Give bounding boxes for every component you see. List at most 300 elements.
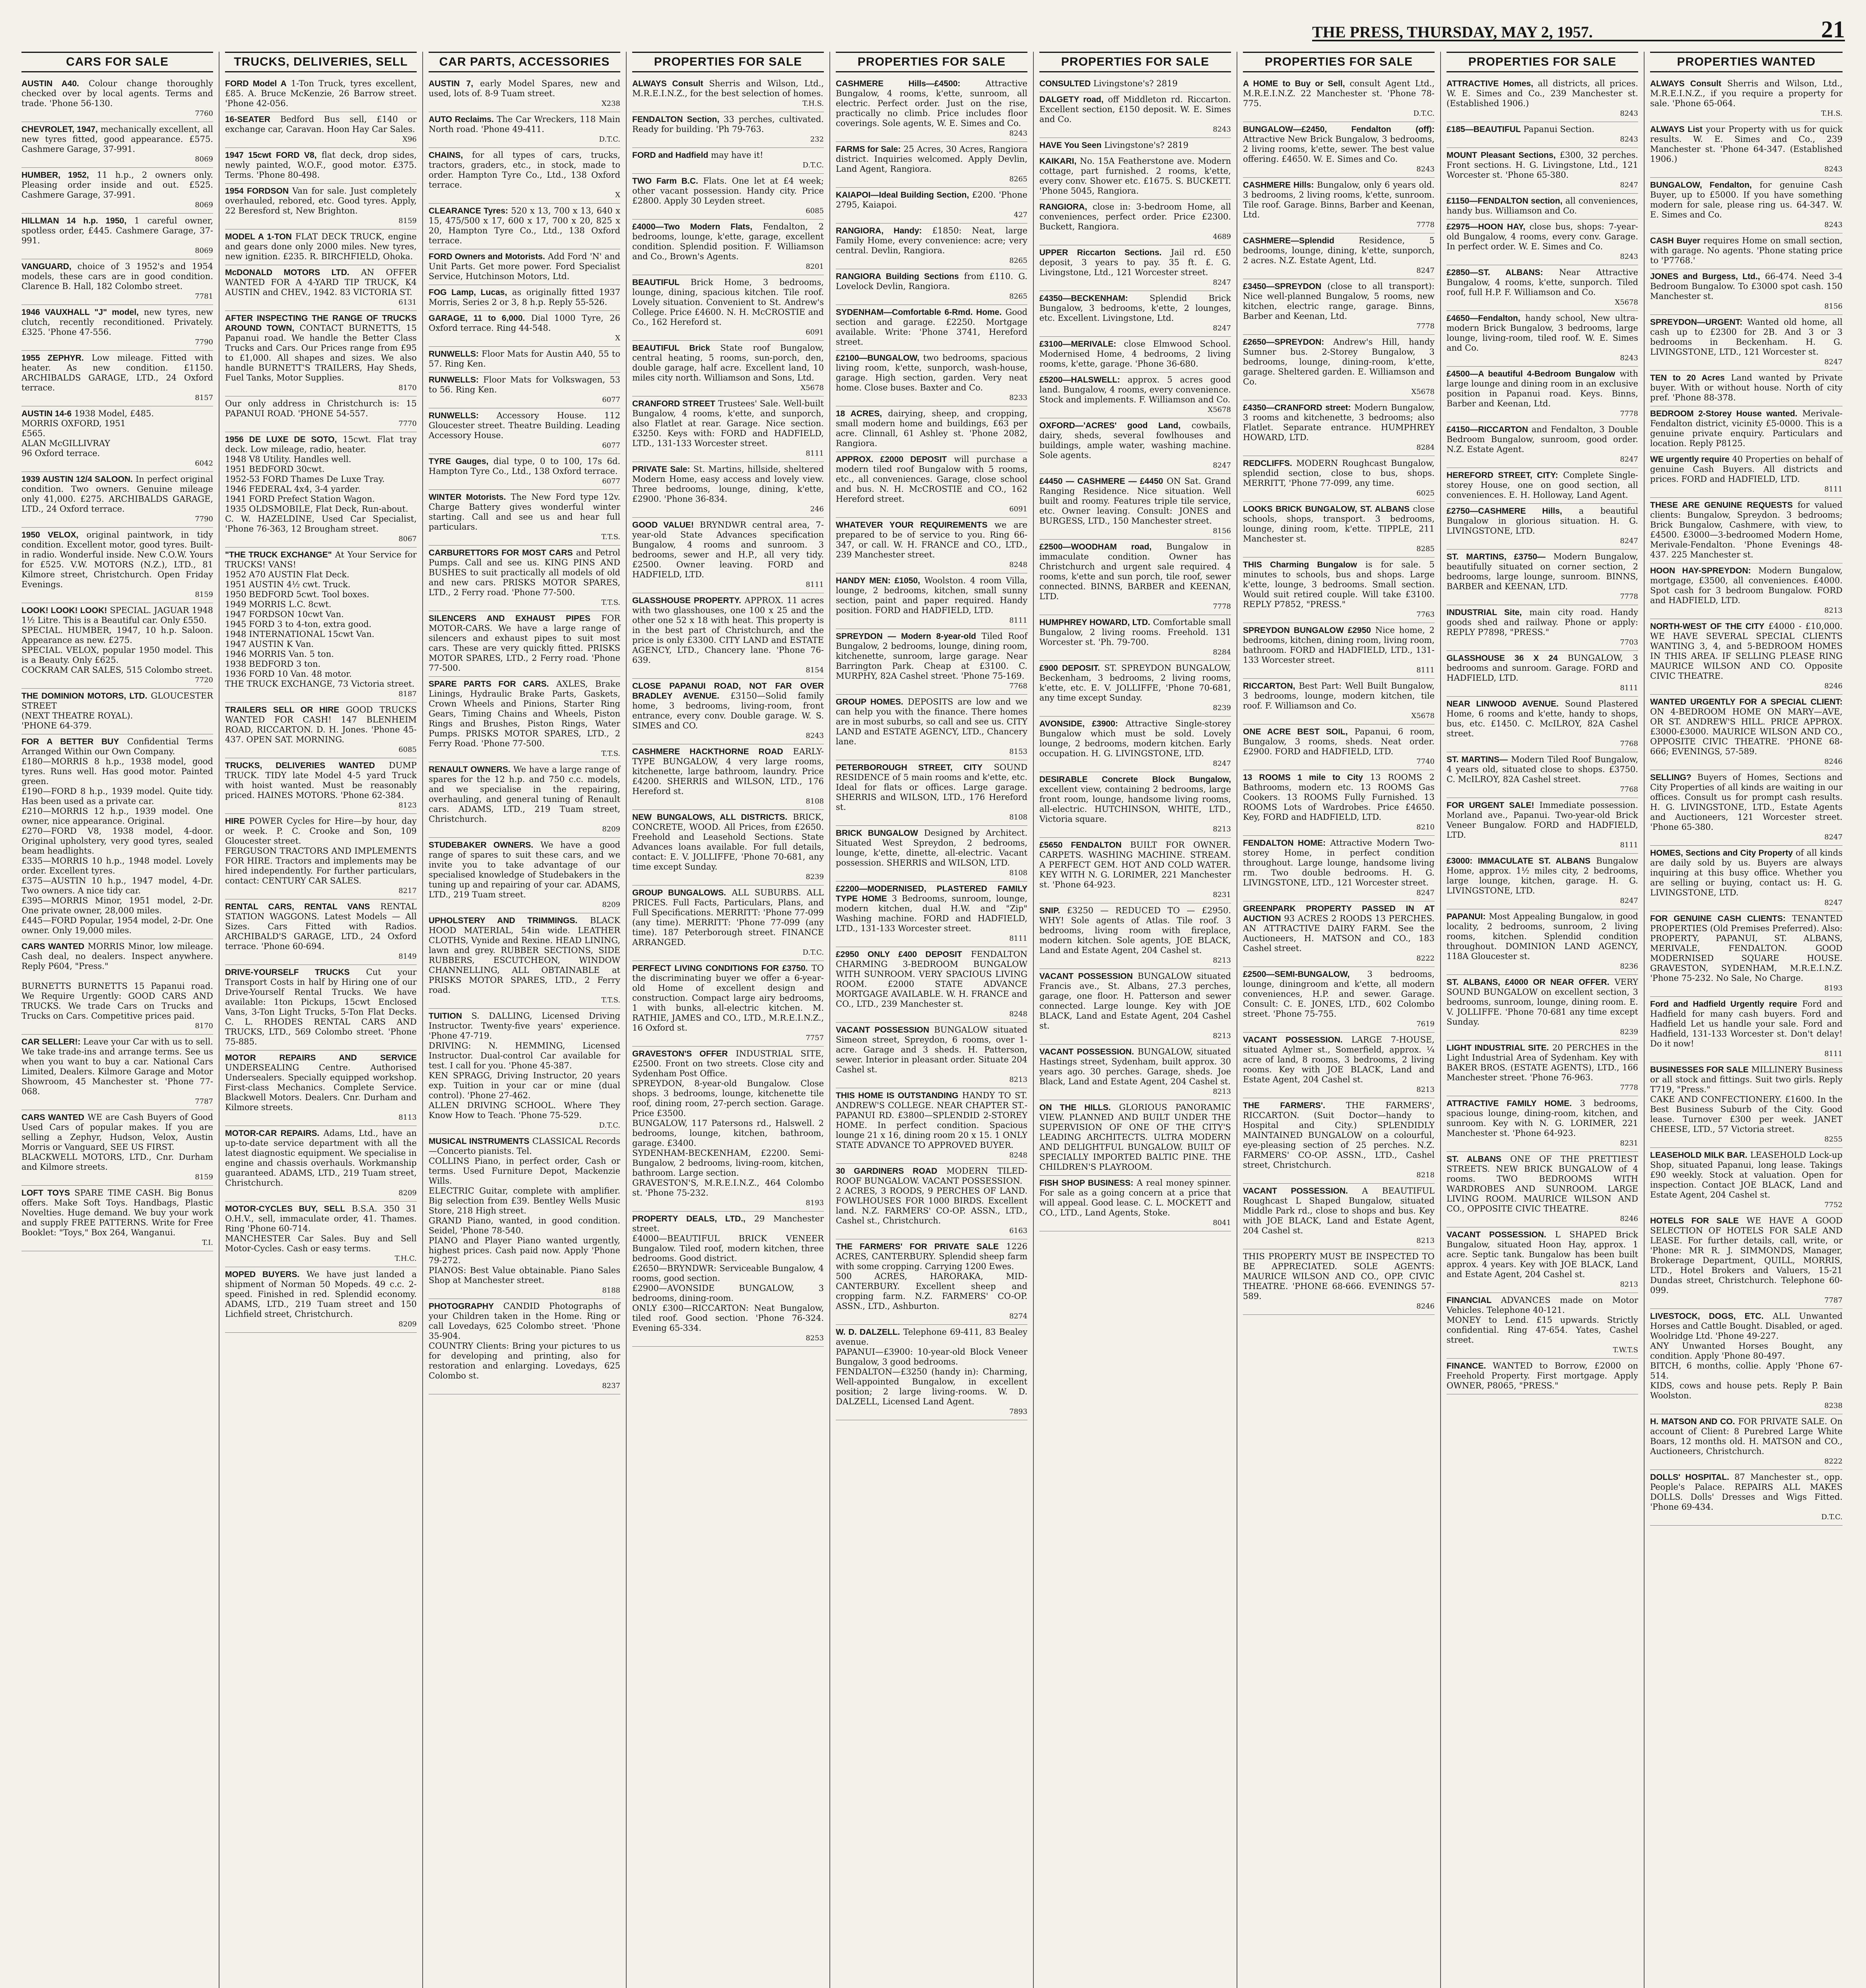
ad-title: CASHMERE Hills—£4500:: [836, 79, 961, 88]
ad-title: FINANCE.: [1447, 1361, 1486, 1371]
ad-reference-code: 8247: [1213, 324, 1231, 332]
ad-reference-code: 7778: [1620, 410, 1638, 418]
ad-title: TRAILERS SELL OR HIRE: [225, 705, 340, 714]
classified-ad: [1039, 1044, 1231, 1100]
classified-ad: [1447, 148, 1638, 194]
ad-reference-code: 6091: [1009, 505, 1027, 513]
ad-body: Attractive New Brick Bungalow, 3 bedrooms, 2 living rooms, k'ette, sewer. The best value offering. £4650. W. E. Simes and Co.: [1243, 134, 1435, 164]
ad-body: ON 4-BEDROOM HOME ON MARY—AVE, OR ST. ANDREW'S HILL. PRICE APPROX. £3000-£3000. MAURICE WILSON AND CO., OPPOSITE CIVIC THEATRE. 'PHONE 68-666; EVENINGS, 57-589.: [1650, 707, 1843, 756]
ad-body: GLORIOUS PANORAMIC VIEW. PLANNED AND BUILT UNDER THE SUPERVISION OF ONE OF THE CITY'S LEADING ARCHITECTS. ULTRA MODERN AND DELIGHTFUL BUNGALOW. BUILT OF SPECIALLY IMPORTED BALTIC PINE. THE CHILDREN'S PLAYROOM.: [1039, 1103, 1231, 1172]
ad-body: Livingstone's? 2819: [1093, 79, 1178, 88]
ad-reference-code: 7790: [195, 515, 213, 523]
classified-ad: [225, 112, 417, 148]
ad-body: Splendid Brick Bungalow, 3 bedrooms, k'ette, 2 lounges, etc. Excellent. Livingstone, Ltd.: [1039, 293, 1231, 323]
ad-reference-code: 8231: [1213, 891, 1231, 899]
ad-title: INDUSTRIAL Site,: [1447, 608, 1522, 617]
ad-reference-code: 8239: [1213, 704, 1231, 712]
classified-ad: [1447, 854, 1638, 909]
ad-title: VACANT POSSESSION: [836, 1025, 930, 1035]
classified-ad: [225, 547, 417, 703]
ad-title: Ford and Hadfield Urgently require: [1650, 1000, 1797, 1009]
masthead: [1312, 16, 1845, 41]
ad-body: Modern Tiled Roof Bungalow, 4 years old, situated close to shops. £3750. C. McILROY, 82A Cashel street.: [1447, 755, 1638, 784]
classified-ad: [1447, 265, 1638, 311]
ad-title: DRIVE-YOURSELF TRUCKS: [225, 968, 350, 977]
column-heading: PROPERTIES FOR SALE: [632, 52, 824, 72]
ad-reference-code: T.T.S.: [601, 598, 620, 607]
ad-title: HAVE You Seen: [1039, 141, 1102, 150]
ad-reference-code: 8213: [1009, 1076, 1027, 1084]
ad-reference-code: 8246: [1824, 682, 1843, 690]
ad-title: FOR A BETTER BUY: [21, 737, 119, 746]
ad-reference-code: 8243: [806, 732, 824, 740]
ad-body: TO the discriminating buyer we offer a 6-year-old Home of excellent design and construction. Compact large airy bedrooms, 1 with bunks, all-electric kitchen. M. RATHIE, JAMES and CO., LTD., M.R.E.I.N.Z., 16 Oxford st.: [632, 963, 824, 1033]
ad-title: £4500—A beautiful 4-Bedroom Bungalow: [1447, 369, 1615, 379]
ad-body: 29 Manchester street. £4000—BEAUTIFUL BRICK VENEER Bungalow. Tiled roof, modern kitchen, three bedrooms. Good district. £2650—BRYNDWR: Serviceable Bungalow, 4 rooms, good section. £2900—AVONSIDE BUNGALOW, 3 bedrooms, dining-room. ONLY £300—RICCARTON: Neat Bungalow, tiled roof. Good section. 'Phone 76-324. Evening 65-334.: [632, 1214, 824, 1333]
classified-ad: [836, 1023, 1027, 1088]
ad-reference-code: 8284: [1416, 443, 1435, 452]
ad-body: £3150—Solid family home, 3 bedrooms, living-room, front entrance, every conv. Double garage. W. S. SIMES and CO.: [632, 691, 824, 730]
ad-reference-code: 8153: [1009, 747, 1027, 756]
classified-ad: [632, 961, 824, 1046]
classified-ad: [836, 947, 1027, 1023]
ad-reference-code: 4689: [1213, 233, 1231, 241]
ad-title: SYDENHAM—Comfortable 6-Rmd. Home.: [836, 308, 1002, 317]
classified-ad: [1650, 269, 1843, 315]
ad-title: £3000: IMMACULATE ST. ALBANS: [1447, 856, 1591, 866]
ad-reference-code: 6085: [806, 207, 824, 215]
ad-reference-code: T.T.S.: [601, 533, 620, 541]
classified-ad: [1243, 279, 1435, 335]
ad-title: CAR SELLER!:: [21, 1037, 81, 1046]
ad-body: £300, 32 perches. Front sections. H. G. Livingstone, Ltd., 121 Worcester st. 'Phone 65-380.: [1447, 150, 1638, 180]
classified-ad: [225, 265, 417, 311]
ad-title: WANTED URGENTLY FOR A SPECIAL CLIENT:: [1650, 697, 1843, 707]
ad-body: £1850: Neat, large Family Home, every convenience: acre; very central. Devlin, Rangiora.: [836, 226, 1027, 255]
ad-body: 3 bedrooms, spacious lounge, dining-room, kitchen, and sunroom. Key with N. G. LORIMER, 221 Manchester st. 'Phone 64-923.: [1447, 1099, 1638, 1138]
classified-ad: [1243, 76, 1435, 122]
ad-body: Good section and garage. £2250. Mortgage available. Write: 'Phone 3741, Hereford street.: [836, 307, 1027, 347]
classified-ad: [836, 269, 1027, 305]
classified-ad: [225, 184, 417, 229]
ad-body: VERY SOUND BUNGALOW on excellent section, 3 bedrooms, sunroom, lounge, dining room. E. V. JOLLIFFE. 'Phone 70-681 any time except Sunday.: [1447, 977, 1638, 1027]
ad-reference-code: 6091: [806, 328, 824, 336]
ad-title: CLEARANCE Tyres:: [429, 206, 508, 215]
classified-ad: [1243, 679, 1435, 724]
ad-reference-code: 8265: [1009, 256, 1027, 265]
ad-body: ALL Unwanted Horses and Cattle Bought. Disabled, or aged. Woolridge Ltd. 'Phone 49-227. ANY Unwanted Horses Bought, any condition. Apply 'Phone 80-497. BITCH, 6 months, collie. Apply 'Phone 67-514. KIDS, cows and house pets. Reply P. Bain Woolston.: [1650, 1311, 1843, 1400]
classified-ad: [429, 249, 620, 285]
classified-ad: [836, 629, 1027, 695]
ad-title: £185—BEAUTIFUL: [1447, 125, 1521, 134]
ad-body: HANDY TO ST. ANDREW'S COLLEGE. NEAR CHAPTER ST.-PAPANUI RD. £3800—SPLENDID 2-STOREY HOME. In perfect condition. Spacious lounge 21 x 16, dining room 20 x 15. 1 ONLY STATE ADVANCE TO APPROVED BUYER.: [836, 1091, 1027, 1150]
ad-body: of all kinds are daily sold by us. Buyers are always inquiring at this busy office. Whether you are selling or buying, contact us: H. G. LIVINGSTONE, LTD.: [1650, 848, 1843, 897]
ad-body: main city road. Handy goods shed and railway. Phone or apply: REPLY P7898, "PRESS.": [1447, 608, 1638, 637]
classified-ad: [21, 528, 213, 603]
ad-title: SPREYDON — Modern 8-year-old: [836, 632, 976, 641]
ad-body: Residence, 5 bedrooms, lounge, dining, k'ette, sunporch, 2 acres. N.Z. Estate Agent, Ltd.: [1243, 236, 1435, 265]
classified-ad: [1243, 967, 1435, 1033]
ad-body: Fendalton, 2 bedrooms, lounge, k'ette, garage, excellent condition. Splendid position. F. Williamson and Co., Brown's Agents.: [632, 222, 824, 261]
ad-reference-code: 7787: [1824, 1296, 1843, 1305]
classified-ad: [836, 760, 1027, 826]
ad-reference-code: 8243: [1009, 129, 1027, 138]
ad-reference-code: 8108: [1009, 813, 1027, 821]
ad-reference-code: 8243: [1620, 135, 1638, 144]
classified-ad: [836, 1239, 1027, 1325]
column-heading: PROPERTIES WANTED: [1650, 52, 1843, 72]
ad-title: AFTER INSPECTING THE RANGE OF TRUCKS AROUND TOWN,: [225, 314, 417, 333]
classified-ad: [225, 899, 417, 965]
ad-reference-code: X5678: [800, 384, 824, 392]
ad-body: mechanically excellent, all new tyres fitted, good appearance. £575. Cashmere Garage, 37-991.: [21, 124, 213, 154]
ad-title: CARS WANTED: [21, 942, 85, 951]
ad-title: £2650—SPREYDON:: [1243, 338, 1324, 347]
ad-title: HUMPHREY HOWARD, LTD.: [1039, 618, 1150, 627]
classified-ad: [836, 452, 1027, 518]
ad-body: close Elmwood School. Modernised Home, 4 bedrooms, 2 living rooms, k'ette, garage. 'Phone 36-680.: [1039, 339, 1231, 369]
classified-ad: [1650, 1414, 1843, 1470]
ad-title: LEASEHOLD MILK BAR.: [1650, 1151, 1748, 1160]
classified-ad: [1447, 1293, 1638, 1359]
ad-reference-code: 8222: [1824, 1457, 1843, 1466]
ad-title: FORD and Hadfield: [632, 151, 709, 160]
classified-column-2: [219, 52, 423, 1988]
ad-body: A BEAUTIFUL Roughcast L Shaped Bungalow, situated Middle Park rd., close to shops and bus. Key with JOE BLACK, Land and Estate Agent, 204 Cashel st.: [1243, 1186, 1435, 1235]
ad-reference-code: 8247: [1620, 897, 1638, 905]
ad-reference-code: 8237: [602, 1382, 620, 1390]
ad-title: ST. MARTINS, £3750—: [1447, 552, 1546, 561]
ad-body: will purchase a modern tiled roof Bungalow with 5 rooms, etc., all conveniences. Garage, close school and bus. N. H. McCROSTIE and CO., 162 Hereford street.: [836, 454, 1027, 504]
classified-ad: [1447, 422, 1638, 468]
classified-ad: [1447, 909, 1638, 975]
ad-reference-code: 8247: [1824, 899, 1843, 907]
ad-reference-code: 8069: [195, 247, 213, 255]
ad-body: THIS PROPERTY MUST BE INSPECTED TO BE APPRECIATED. SOLE AGENTS: MAURICE WILSON AND CO., OPP. CIVIC THEATRE. 'PHONE 68-666. EVENINGS 57-589.: [1243, 1252, 1435, 1301]
ad-title: NEW BUNGALOWS, ALL DISTRICTS.: [632, 813, 788, 822]
ad-title: HEREFORD STREET, CITY:: [1447, 471, 1558, 480]
ad-body: Bungalow in immaculate condition. Owner has Christchurch and urgent sale required. 4 rooms, k'ette and sun porch, tile roof, sewer connected. BINNS, BARBER and KEENAN, LTD.: [1039, 542, 1231, 601]
ad-title: GLASSHOUSE PROPERTY.: [632, 596, 741, 605]
ad-body: £4000 - £10,000. WE HAVE SEVERAL SPECIAL CLIENTS WANTING 3, 4, and 5-BEDROOM HOMES IN THIS AREA. IF SELLING PLEASE RING MAURICE WILSON AND CO. Opposite CIVIC THEATRE.: [1650, 621, 1843, 681]
ad-reference-code: 8069: [195, 155, 213, 163]
ad-title: £5200—HALSWELL:: [1039, 375, 1120, 384]
ad-reference-code: 8248: [1009, 1010, 1027, 1018]
ad-title: BEAUTIFUL: [632, 278, 680, 287]
ad-reference-code: 8247: [1213, 759, 1231, 768]
classified-ad: [225, 1202, 417, 1267]
ad-reference-code: 8247: [1620, 537, 1638, 545]
ad-title: VACANT POSSESSION: [1039, 972, 1133, 981]
ad-body: We have just landed a shipment of Norman 50 Mopeds. 49 c.c. 2-speed. Finished in red. Splendid economy. ADAMS, LTD., 219 Tuam street and 150 Lichfield street, Christchurch.: [225, 1270, 417, 1319]
classified-ad: [1243, 1033, 1435, 1098]
ad-body: GOOD TRUCKS WANTED FOR CASH! 147 BLENHEIM ROAD, RICCARTON. D. H. Jones. 'Phone 45-437. OPEN SAT. MORNING.: [225, 705, 417, 744]
classified-ad: [21, 1110, 213, 1186]
page-number: 21: [1821, 16, 1845, 43]
classified-ad: [1039, 1100, 1231, 1176]
ad-title: £4450 — CASHMERE — £4450: [1039, 477, 1163, 486]
ad-body: may have it!: [711, 150, 763, 160]
ad-reference-code: 8209: [602, 901, 620, 909]
classified-ad: [632, 885, 824, 961]
classified-ad: [1650, 1062, 1843, 1148]
ad-title: VACANT POSSESSION.: [1243, 1186, 1348, 1196]
ad-title: £1150—FENDALTON section,: [1447, 196, 1563, 206]
classified-ad: [225, 965, 417, 1050]
classified-ad: [632, 593, 824, 679]
ad-title: CASHMERE Hills:: [1243, 181, 1314, 190]
ad-reference-code: X5678: [1411, 712, 1435, 720]
ad-body: SPECIAL. JAGUAR 1948 1½ Litre. This is a Beautiful car. Only £550. SPECIAL. HUMBER, 1947, 10 h.p. Saloon. Appearance as new. £275. SPECIAL. VELOX, popular 1950 model. This is a Beauty. Only £625. COCKRAM CAR SALES, 515 Colombo street.: [21, 606, 213, 675]
classified-column-9: [1645, 52, 1848, 1988]
ad-reference-code: D.T.C.: [599, 135, 620, 144]
ad-title: 1954 FORDSON: [225, 186, 289, 196]
ad-title: AUSTIN 7,: [429, 79, 474, 88]
classified-ad: [429, 311, 620, 347]
ad-title: £2950 ONLY £400 DEPOSIT: [836, 950, 962, 959]
classified-ad: [1039, 418, 1231, 474]
ad-title: £2200—MODERNISED, PLASTERED FAMILY TYPE HOME: [836, 884, 1027, 903]
classified-ad: [1243, 1098, 1435, 1184]
ad-title: SPREYDON BUNGALOW £2950: [1243, 626, 1371, 635]
ad-title: FOG Lamp, Lucas,: [429, 288, 507, 297]
ad-body: Floor Mats for Volkswagen, 53 to 56. Ring Ken.: [429, 375, 620, 394]
ad-reference-code: 8243: [1416, 165, 1435, 173]
ad-body: Papanui Section.: [1523, 124, 1595, 134]
ad-body: all conveniences, handy bus. Williamson and Co.: [1447, 196, 1638, 215]
ad-title: 1956 DE LUXE DE SOTO,: [225, 435, 337, 444]
column-heading: CARS FOR SALE: [21, 52, 213, 72]
ad-reference-code: 8159: [398, 217, 417, 225]
ad-reference-code: 8159: [195, 1173, 213, 1181]
ad-body: In perfect original condition. Two owners. Genuine mileage only 41,000. £275. ARCHIBALDS GARAGE, LTD., 24 Oxford terrace.: [21, 474, 213, 514]
ad-reference-code: T.W.T.S: [1613, 1346, 1638, 1354]
ad-body: cowbails, dairy, sheds, several fowlhouses and buildings, ample water, washing machine. Sole agents.: [1039, 421, 1231, 460]
ad-body: BLACK HOOD MATERIAL, 54in wide. LEATHER CLOTHS, Vynide and Rexine. HEAD LINING, lawn and grey. RUBBER SECTIONS, SIDE RUBBERS, ESCUTCHEON, WINDOW CHANNELLING, ALL OBTAINABLE at PRISKS MOTOR SPARES, LTD., 2 Ferry road.: [429, 916, 620, 995]
ad-reference-code: 8111: [1009, 616, 1027, 625]
classified-ad: [225, 229, 417, 265]
classified-ad: [1650, 371, 1843, 406]
ad-body: Merivale-Fendalton district, vicinity £5-0000. This is a genuine private enquiry. Particulars and location. Reply P8125.: [1650, 409, 1843, 448]
ad-title: PROPERTY DEALS, LTD.,: [632, 1214, 746, 1223]
ad-reference-code: D.T.C.: [1413, 109, 1435, 118]
classified-ad: [429, 762, 620, 838]
ad-reference-code: 7703: [1620, 638, 1638, 646]
classified-ad: [429, 1134, 620, 1299]
classified-ad: [836, 695, 1027, 760]
classified-ad: [429, 112, 620, 148]
ad-body: State roof Bungalow, central heating, 5 rooms, sun-porch, den, double garage, half acre. Excellent land, 10 miles city north. Williamson and Sons, Ltd.: [632, 343, 824, 382]
ad-body: 20 PERCHES in the Light Industrial Area of Sydenham. Key with BAKER BROS. (ESTATE AGENTS), LTD., 166 Manchester street. 'Phone 76-963.: [1447, 1043, 1639, 1082]
ad-reference-code: D.T.C.: [802, 948, 824, 957]
ad-body: all districts, all prices. W. E. Simes and Co., 239 Manchester st. (Established 1906.): [1447, 79, 1638, 108]
classified-ad: [836, 305, 1027, 351]
ad-title: FENDALTON Section,: [632, 115, 720, 124]
ad-title: APPROX. £2000 DEPOSIT: [836, 455, 947, 464]
ad-body: TENANTED PROPERTIES (Old Premises Preferred). Also: PROPERTY, PAPANUI, ST. ALBANS, MERIVALE, FENDALTON. GOOD MODERNISED SQUARE HOUSE. GRAVESTON, SYDENHAM, M.R.E.I.N.Z. 'Phone 75-232. No Sale, No Charge.: [1650, 914, 1843, 983]
ad-reference-code: 6077: [602, 396, 620, 404]
ad-title: STUDEBAKER OWNERS.: [429, 841, 534, 850]
ad-reference-code: 7893: [1009, 1408, 1027, 1416]
ad-body: Papanui, 6 room, Bungalow, 3 rooms, sheds. Neat order. £2900. FORD and HADFIELD, LTD.: [1243, 727, 1435, 756]
ad-title: GOOD VALUE!: [632, 520, 694, 530]
classified-ad: [632, 341, 824, 396]
classified-ad: [632, 174, 824, 219]
classified-ad: [1447, 975, 1638, 1041]
ad-reference-code: 8187: [398, 690, 417, 698]
ad-body: Modern Bungalow, beautifully situated on corner section, 2 bedrooms, large lounge, sunroom. BINNS, BARBER and KEENAN, LTD.: [1447, 552, 1638, 591]
ad-body: early Model Spares, new and used, lots of. 8-9 Tuam street.: [429, 79, 621, 98]
column-heading: PROPERTIES FOR SALE: [1039, 52, 1231, 72]
ad-reference-code: 8247: [1416, 889, 1435, 897]
classified-ad: [1447, 194, 1638, 219]
ad-title: £2975—HOON HAY,: [1447, 222, 1526, 231]
ad-title: ATTRACTIVE FAMILY HOME.: [1447, 1099, 1572, 1108]
ad-title: THESE ARE GENUINE REQUESTS: [1650, 501, 1793, 510]
ad-title: GREENPARK PROPERTY PASSED IN AT AUCTION: [1243, 904, 1435, 923]
ad-body: Our only address in Christchurch is: 15 PAPANUI ROAD. 'PHONE 54-557.: [225, 399, 417, 418]
ad-title: THIS HOME IS OUTSTANDING: [836, 1091, 959, 1100]
classified-column-3: [423, 52, 627, 1988]
ad-title: ST. ALBANS, £4000 OR NEAR OFFER.: [1447, 978, 1610, 987]
ad-body: excellent view, containing 2 bedrooms, large front room, lounge, handsome living rooms, all-electric. HUTCHINSON, WHITE, LTD., Victoria square.: [1039, 784, 1231, 824]
classified-ad: [429, 408, 620, 454]
ad-body: Comfortable small Bungalow, 2 living rooms. Freehold. 131 Worcester st. 'Ph. 79-700.: [1039, 617, 1231, 647]
classified-ad: [1039, 92, 1231, 138]
ad-body: Attractive Single-storey Bungalow which must be sold. Lovely lounge, 2 bedrooms, modern kitchen. Early occupation. H. G. LIVINGSTONE, LTD.: [1039, 719, 1231, 758]
ad-title: GROUP HOMES.: [836, 697, 903, 707]
ad-body: Nice home, 2 bedrooms, kitchen, dining room, living room, bathroom. FORD and HADFIELD, LTD., 131-133 Worcester street.: [1243, 625, 1435, 665]
ad-title: FINANCIAL: [1447, 1296, 1492, 1305]
ad-title: ALWAYS Consult: [1650, 79, 1722, 88]
ad-title: £3450—SPREYDON: [1243, 282, 1322, 291]
classified-ad: [1039, 1176, 1231, 1231]
ad-reference-code: 8108: [1009, 869, 1027, 877]
ad-title: LOFT TOYS: [21, 1188, 70, 1198]
ad-body: Ford and Hadfield for many cash buyers. Ford and Hadfield Let us handle your sale. Ford and Hadfield, 131-133 Worcester st. Don't delay! Do it now!: [1650, 999, 1843, 1048]
ad-body: Sound Plastered Home, 6 rooms and k'ette, handy to shops, bus, etc. £1450. C. McILROY, 82A Cashel street.: [1447, 699, 1638, 738]
column-heading: CAR PARTS, ACCESSORIES: [429, 52, 620, 72]
ad-body: 3 bedrooms, lounge, diningroom and k'ette, all modern conveniences, H.P. and sewer. Garage. Consult: C. E. JONES, LTD., 602 Colombo street. 'Phone 75-755.: [1243, 969, 1435, 1019]
ad-reference-code: 7760: [195, 109, 213, 118]
classified-ad: [1039, 540, 1231, 615]
ad-reference-code: 8111: [806, 449, 824, 458]
ad-body: FOR PRIVATE SALE. On account of Client: 8 Purebred Large White Boars, 12 months old. H. MATSON and CO., Auctioneers, Christchurch.: [1650, 1417, 1843, 1456]
ad-body: Sherris and Wilson, Ltd., M.R.E.I.N.Z., if you require a property for sale. 'Phone 65-064.: [1650, 79, 1843, 108]
classified-ad: [1447, 1096, 1638, 1152]
ad-body: approx. 5 acres good land. Bungalow, 4 rooms, every convenience. Stock and implements. F. Williamson and Co.: [1039, 375, 1231, 404]
ad-body: Cut your Transport Costs in half by Hiring one of our Drive-Yourself Rental Trucks. We have available: 1ton Pickups, 15cwt Enclosed Vans, 3-Ton Light Trucks, 5-Ton Flat Decks. C. L. RHODES RENTAL CARS AND TRUCKS, LTD., 569 Colombo street. 'Phone 75-885.: [225, 967, 417, 1046]
ad-title: FARMS for Sale:: [836, 145, 901, 154]
ad-reference-code: 8213: [1416, 1237, 1435, 1245]
ad-title: DALGETY road,: [1039, 95, 1104, 104]
ad-title: LOOK! LOOK! LOOK!: [21, 606, 107, 615]
classified-ad: [632, 1211, 824, 1347]
ad-body: Land wanted by Private buyer. With or without house. North of city pref. 'Phone 88-378.: [1650, 373, 1843, 402]
ad-reference-code: X5678: [1208, 406, 1231, 414]
ad-title: KAIAPOI—Ideal Building Section,: [836, 190, 969, 200]
ad-title: TEN to 20 Acres: [1650, 373, 1725, 382]
ad-reference-code: 8154: [806, 666, 824, 674]
ad-reference-code: 8159: [195, 590, 213, 599]
ad-reference-code: 8213: [1824, 606, 1843, 615]
classified-ad: [429, 546, 620, 611]
ad-title: RANGIORA Building Sections: [836, 272, 959, 281]
ad-body: Best Part: Well Built Bungalow, 3 bedrooms, lounge, modern kitchen, tile roof. F. Williamson and Co.: [1243, 681, 1435, 711]
ad-reference-code: 6077: [602, 441, 620, 450]
ad-reference-code: 8213: [1213, 1032, 1231, 1040]
ad-title: AUTO Reclaims.: [429, 115, 494, 124]
ad-reference-code: 8213: [1416, 1085, 1435, 1094]
ad-reference-code: 7752: [1824, 1201, 1843, 1209]
ad-reference-code: 8222: [1416, 954, 1435, 963]
ad-body: requires Home on small section, with garage. No agents. 'Phone stating price to 'P7768.': [1650, 236, 1843, 265]
ad-body: 66-474. Need 3-4 Bedroom Bungalow. To £3000 spot cash. 150 Manchester st.: [1650, 272, 1843, 301]
classified-ad: [21, 259, 213, 305]
ad-title: RUNWELLS:: [429, 375, 479, 384]
ad-title: CASHMERE—Splendid: [1243, 236, 1334, 245]
ad-body: Van for sale. Just completely overhauled, rebored, etc. Good tyres. Apply, 22 Beresford st, New Brighton.: [225, 186, 417, 215]
ad-title: A HOME to Buy or Sell,: [1243, 79, 1345, 88]
ad-title: GARAGE, 11 to 6,000.: [429, 314, 525, 323]
classified-ad: [1447, 651, 1638, 697]
ad-reference-code: 8243: [1620, 354, 1638, 362]
ad-body: dial type, 0 to 100, 17s 6d. Hampton Tyre Co., Ltd., 138 Oxford terrace.: [429, 456, 620, 476]
ad-reference-code: 8284: [1213, 648, 1231, 656]
classified-ad: [1243, 901, 1435, 967]
ad-title: HILLMAN 14 h.p. 1950,: [21, 216, 127, 225]
ad-title: FORD Owners and Motorists.: [429, 252, 545, 261]
classified-ad: [1650, 406, 1843, 452]
ad-title: WE urgently require: [1650, 455, 1730, 464]
ad-reference-code: 8213: [1620, 1280, 1638, 1289]
ad-title: THE DOMINION MOTORS, LTD.: [21, 691, 148, 701]
ad-reference-code: 6025: [1416, 489, 1435, 497]
classified-ad: [429, 285, 620, 311]
ad-body: Brick Home, 3 bedrooms, lounge, dining, spacious kitchen. Tile roof. Lovely situation. Convenient to St. Andrew's College. Price £4600. N. H. McCROSTIE and Co., 162 Hereford st.: [632, 278, 824, 327]
ad-title: £4350—BECKENHAM:: [1039, 294, 1128, 303]
ad-body: ONE OF THE PRETTIEST STREETS. NEW BRICK BUNGALOW of 4 rooms. TWO BEDROOMS WITH WARDROBES AND SUNROOM. LARGE LIVING ROOM. MAURICE WILSON AND CO., OPPOSITE CIVIC THEATRE.: [1447, 1154, 1638, 1213]
classified-ad: [1243, 770, 1435, 836]
ad-reference-code: T.H.S.: [802, 99, 824, 108]
ad-body: FENDALTON CHARMING 3-BEDROOM BUNGALOW WITH SUNROOM. VERY SPACIOUS LIVING ROOM. £2000 STATE ADVANCE MORTGAGE AVAILABLE. W. H. FRANCE and CO., LTD., 239 Manchester st.: [836, 949, 1027, 1009]
ad-reference-code: 8248: [1009, 1151, 1027, 1159]
ad-title: CARBURETTORS FOR MOST CARS: [429, 548, 573, 557]
ad-title: AUSTIN A40.: [21, 79, 79, 88]
ad-body: from £110. G. Lovelock Devlin, Rangiora.: [836, 272, 1027, 291]
ad-reference-code: 8156: [1213, 527, 1231, 535]
classified-ad: [225, 148, 417, 184]
ad-title: LOOKS BRICK BUNGALOW, ST. ALBANS: [1243, 505, 1410, 514]
ad-reference-code: 8209: [602, 825, 620, 833]
ad-reference-code: 8247: [1824, 358, 1843, 366]
ad-body: flat deck, drop sides, newly painted, W.O.F., good motor. £375. Terms. 'Phone 80-498.: [225, 150, 417, 180]
ad-body: and Fendalton, 3 Double Bedroom Bungalow, sunroom, good order. N.Z. Estate Agent.: [1447, 425, 1638, 454]
ad-body: 1226 ACRES, CANTERBURY. Splendid sheep farm with some cropping. Carrying 1200 Ewes. 500 ACRES, HARORAKA, MID-CANTERBURY. Excellent sheep and cropping farm. N.Z. FARMERS' CO-OP. ASSN., LTD., Ashburton.: [836, 1242, 1027, 1311]
classified-ad: [1447, 1152, 1638, 1227]
classified-ad: [225, 814, 417, 899]
classified-ad: [1650, 846, 1843, 911]
classified-ad: [632, 679, 824, 744]
classified-ad: [225, 1267, 417, 1333]
ad-reference-code: 7770: [398, 419, 417, 428]
ad-title: VACANT POSSESSION.: [1039, 1047, 1134, 1056]
ad-title: AUSTIN 14-6: [21, 409, 72, 418]
classified-ad: [1447, 367, 1638, 422]
ad-reference-code: 8253: [806, 1334, 824, 1342]
classified-ad: [1243, 623, 1435, 679]
ad-body: Woolston. 4 room Villa, lounge, 2 bedrooms, kitchen, small sunny section, paint and paper required. Handy position. FORD and HADFIELD, LTD.: [836, 576, 1027, 615]
